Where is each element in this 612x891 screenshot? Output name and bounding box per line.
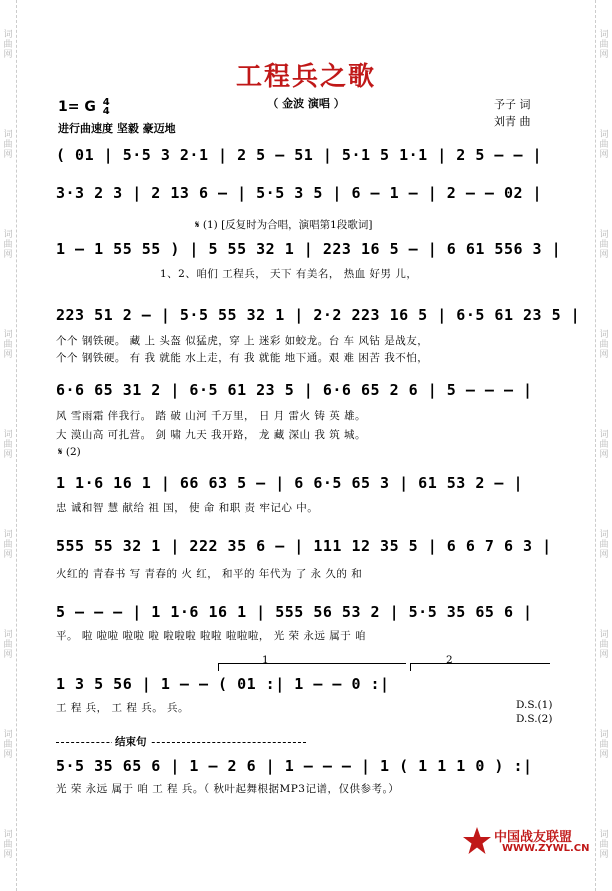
watermark-text: 词曲网 [3,630,13,660]
watermark-text: 词曲网 [599,730,609,760]
logo-name: 中国战友联盟 [494,830,573,845]
right-watermark-strip [595,0,612,891]
watermark-text: 词曲网 [599,30,609,60]
logo-url: WWW.ZYWL.CN [502,843,590,854]
score-line-6: 1 1·6 16 1 | 66 63 5 — | 6 6·5 65 3 | 61 53 2 — | [56,474,524,492]
score-line-5: 6·6 65 31 2 | 6·5 61 23 5 | 6·6 65 2 6 | 5 — — — | [56,381,533,399]
lyric-line-8: 平。 啦 啦啦 啦啦 啦 啦啦啦 啦啦 啦啦啦， 光 荣 永远 属于 咱 [56,630,367,642]
lyric-line-9: 工 程 兵， 工 程 兵。 兵。 [56,702,190,714]
score-line-10: 5·5 35 65 6 | 1 — 2 6 | 1 — — — | 1 ( 1 1 1 0 ) :| [56,757,533,775]
lyric-line-10: 光 荣 永远 属于 咱 工 程 兵。（ 秋叶起舞根据MP3记谱，仅供参考。） [56,783,400,795]
segno-note: 𝄋 (1) [反复时为合唱，演唱第1段歌词] [195,219,373,231]
score-line-8: 5 — — — | 1 1·6 16 1 | 555 56 53 2 | 5·5 35 65 6 | [56,603,533,621]
watermark-text: 词曲网 [599,130,609,160]
volta-2-label: 2 [446,654,453,666]
watermark-text: 词曲网 [3,130,13,160]
watermark-text: 词曲网 [3,30,13,60]
score-line-4: 223 51 2 — | 5·5 55 32 1 | 2·2 223 16 5 | 6·5 61 23 5 | [56,306,581,324]
lyric-line-5a: 风 雪雨霜 伴我行。 踏 破 山河 千万里， 日 月 雷火 铸 英 雄。 [56,410,367,422]
ending-dashed-line [56,742,306,743]
watermark-text: 词曲网 [3,330,13,360]
score-line-2: 3·3 2 3 | 2 13 6 — | 5·5 3 5 | 6 — 1 — | 2 — — 02 | [56,184,543,202]
score-line-1: ( 01 | 5·5 3 2·1 | 2 5 — 51 | 5·1 5 1·1 | 2 5 — — | [56,146,543,164]
watermark-text: 词曲网 [3,430,13,460]
time-sig-top: 4 [102,97,110,108]
watermark-text: 词曲网 [3,530,13,560]
volta-2-bracket [410,663,550,664]
lyric-line-3: 1、2、咱们 工程兵， 天下 有美名， 热血 好男 儿， [160,268,418,280]
lyric-line-5b: 大 漠山高 可扎营。 剑 啸 九天 我开路， 龙 藏 深山 我 筑 城。 [56,429,367,441]
watermark-text: 词曲网 [599,330,609,360]
ds-2: D.S.(2) [516,713,553,725]
watermark-text: 词曲网 [3,730,13,760]
lyric-line-4a: 个个 钢铁硬。 藏 上 头盔 似猛虎，穿 上 迷彩 如蛟龙。台 车 风钻 是战友， [56,335,429,347]
watermark-text: 词曲网 [599,230,609,260]
watermark-text: 词曲网 [3,230,13,260]
lyric-line-4b: 个个 钢铁硬。 有 我 就能 水上走，有 我 就能 地下通。艰 难 困苦 我不怕， [56,352,429,364]
key-text: 1= G [58,99,96,115]
watermark-text: 词曲网 [599,430,609,460]
watermark-text: 词曲网 [599,830,609,860]
watermark-text: 词曲网 [3,830,13,860]
volta-1-label: 1 [262,654,269,666]
star-logo-icon [462,826,492,856]
time-sig-bottom: 4 [102,106,110,117]
segno-2: 𝄋 (2) [58,446,81,458]
lyric-line-7: 火红的 青春书 写 青春的 火 红， 和平的 年代为 了 永 久的 和 [56,568,363,580]
time-signature [103,98,110,116]
left-watermark-strip [0,0,17,891]
composer-credit: 刘青 曲 [494,115,531,128]
volta-1-bracket [218,663,406,664]
volta-2-bracket-edge [410,663,411,671]
score-line-7: 555 55 32 1 | 222 35 6 — | 111 12 35 5 | 6 6 7 6 3 | [56,537,552,555]
ending-label: 结束句 [112,734,150,749]
song-title: 工程兵之歌 [235,62,376,92]
score-line-9: 1 3 5 56 | 1 — — ( 01 :| 1 — — 0 :| [56,675,390,693]
site-logo [462,824,590,858]
key-signature [58,98,110,116]
performer-credit: （ 金波 演唱 ） [267,97,345,110]
ds-1: D.S.(1) [516,699,553,711]
score-line-3: 1 — 1 55 55 ) | 5 55 32 1 | 223 16 5 — | 6 61 556 3 | [56,240,562,258]
tempo-marking: 进行曲速度 坚毅 豪迈地 [58,122,176,135]
watermark-text: 词曲网 [599,530,609,560]
volta-1-bracket-edge [218,663,219,671]
watermark-text: 词曲网 [599,630,609,660]
lyric-line-6: 忠 诚和智 慧 献给 祖 国， 使 命 和职 责 牢记心 中。 [56,502,319,514]
lyricist-credit: 予子 词 [494,98,531,111]
